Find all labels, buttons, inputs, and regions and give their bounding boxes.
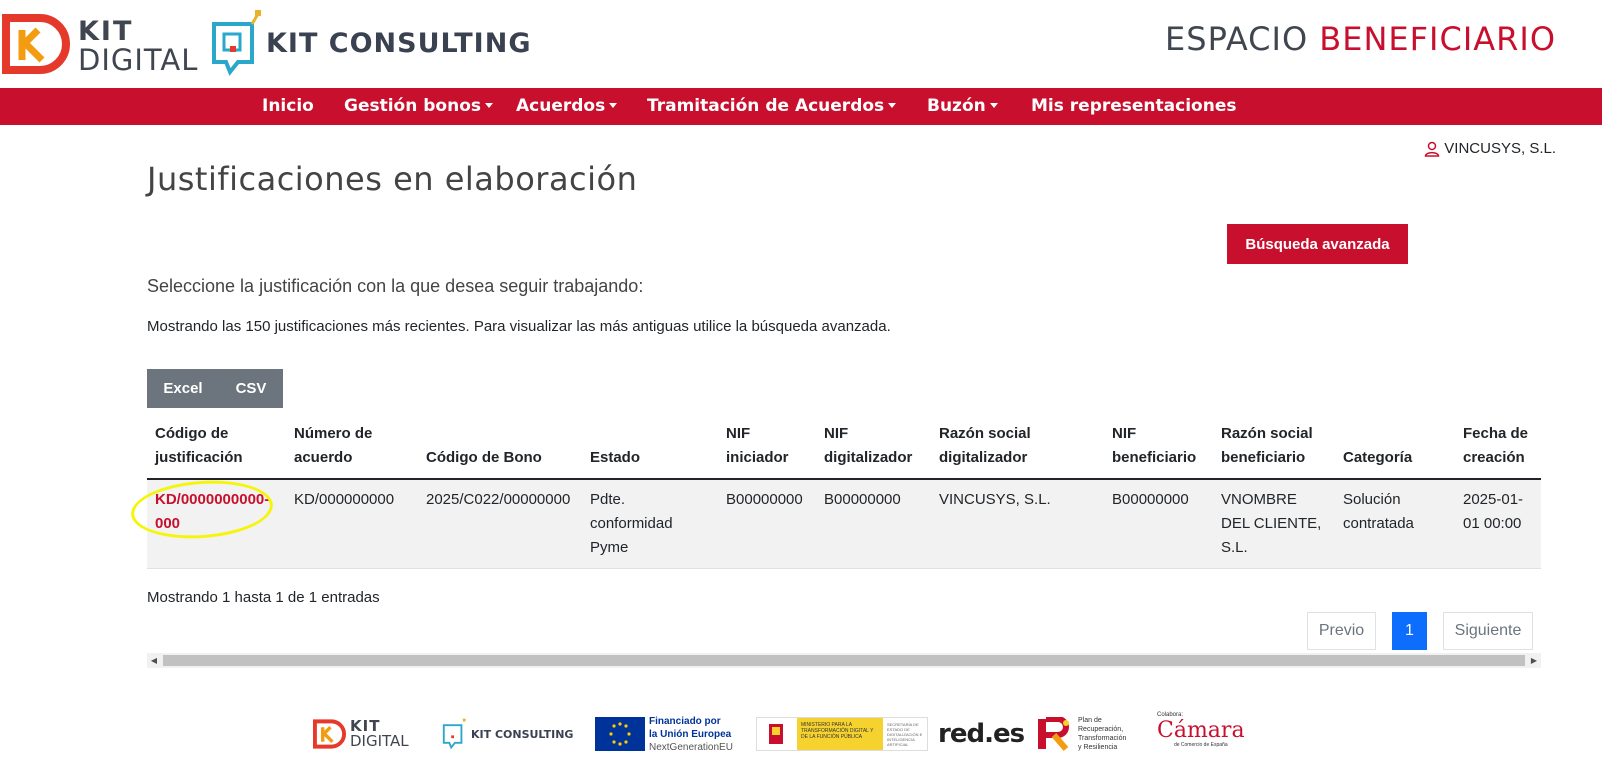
export-csv-button[interactable]: CSV xyxy=(219,369,283,408)
nav-item-label: Mis representaciones xyxy=(1031,96,1237,116)
prtr-line4: y Resiliencia xyxy=(1078,744,1118,751)
table-body xyxy=(147,479,1541,569)
footer-kit-digital-wordmark xyxy=(350,719,409,749)
beneficiario-word: BENEFICIARIO xyxy=(1319,20,1556,58)
export-excel-button[interactable]: Excel xyxy=(147,369,219,408)
col-header-nif-digitalizador[interactable]: NIF digitalizador xyxy=(816,416,931,479)
cell-categoria: Solución contratada xyxy=(1335,479,1455,569)
pagination-prev-button[interactable]: Previo xyxy=(1307,612,1376,650)
kit-digital-wordmark xyxy=(78,18,198,75)
entries-info: Mostrando 1 hasta 1 de 1 entradas xyxy=(147,589,380,606)
eu-text xyxy=(649,715,733,754)
camara-wordmark xyxy=(1157,712,1245,748)
eu-flag-icon xyxy=(595,717,645,751)
cell-fecha-creacion: 2025-01-01 00:00 xyxy=(1455,479,1541,569)
camara-subtitle: de Comercio de España xyxy=(1173,742,1228,748)
redes-wordmark: red.es xyxy=(938,719,1025,749)
col-header-codigo-justificacion[interactable]: Código de justificación xyxy=(147,416,286,479)
kit-consulting-logo-icon xyxy=(208,8,264,78)
nav-item-label: Tramitación de Acuerdos xyxy=(647,96,885,116)
kit-consulting-logo[interactable] xyxy=(208,8,548,78)
kit-consulting-logo-icon xyxy=(441,717,467,751)
advanced-search-button[interactable]: Búsqueda avanzada xyxy=(1227,224,1408,264)
export-button-group xyxy=(147,369,283,408)
main-nav xyxy=(0,88,1602,125)
scroll-left-arrow-icon[interactable]: ◀ xyxy=(150,656,158,665)
recent-notice: Mostrando las 150 justificaciones más recientes. Para visualizar las más antiguas utilice la búsqueda avanzada. xyxy=(147,318,891,335)
nav-item-label: Buzón xyxy=(927,96,986,116)
site-header xyxy=(0,0,1602,88)
escudo-icon xyxy=(757,718,797,750)
gobierno-banner xyxy=(756,717,928,751)
cell-razon-social-digitalizador: VINCUSYS, S.L. xyxy=(931,479,1104,569)
user-menu[interactable] xyxy=(1424,140,1556,157)
col-header-fecha-creacion[interactable]: Fecha de creación xyxy=(1455,416,1541,479)
col-header-codigo-bono[interactable]: Código de Bono xyxy=(418,416,582,479)
kit-digital-logo-icon xyxy=(2,14,72,74)
nav-item-acuerdos[interactable] xyxy=(516,88,617,125)
justification-link[interactable]: KD/0000000000-000 xyxy=(155,491,270,532)
col-header-categoria[interactable]: Categoría xyxy=(1335,416,1455,479)
kit-digital-logo-icon xyxy=(313,719,347,749)
table-header-row xyxy=(147,416,1541,479)
eu-line3: NextGenerationEU xyxy=(649,741,733,753)
cell-razon-social-beneficiario: VNOMBRE DEL CLIENTE, S.L. xyxy=(1213,479,1335,569)
nav-item-gestion-bonos[interactable] xyxy=(344,88,493,125)
caret-down-icon xyxy=(609,103,617,108)
kit-consulting-wordmark: KIT CONSULTING xyxy=(266,28,532,59)
espacio-beneficiario-title xyxy=(1165,20,1556,58)
footer-eu-logo[interactable] xyxy=(595,708,733,760)
scrollbar-thumb[interactable] xyxy=(163,655,1525,666)
eu-line1: Financiado por xyxy=(649,715,721,727)
col-header-nif-beneficiario[interactable]: NIF beneficiario xyxy=(1104,416,1213,479)
nav-item-label: Gestión bonos xyxy=(344,96,482,116)
prtr-line1: Plan de xyxy=(1078,717,1102,724)
kit-digital-line2: DIGITAL xyxy=(78,43,199,77)
table-row[interactable] xyxy=(147,479,1541,569)
col-header-razon-social-beneficiario[interactable]: Razón social beneficiario xyxy=(1213,416,1335,479)
cell-nif-iniciador: B00000000 xyxy=(718,479,816,569)
cell-estado: Pdte. conformidad Pyme xyxy=(582,479,718,569)
nav-item-mis-representaciones[interactable] xyxy=(1031,88,1236,125)
caret-down-icon xyxy=(990,103,998,108)
nav-item-buzon[interactable] xyxy=(927,88,998,125)
footer-kit-digital-logo[interactable] xyxy=(313,708,409,760)
footer-camara-logo[interactable] xyxy=(1157,708,1245,760)
col-header-razon-social-digitalizador[interactable]: Razón social digitalizador xyxy=(931,416,1104,479)
footer-kit-consulting-wordmark: KIT CONSULTING xyxy=(471,727,574,741)
kit-digital-logo[interactable] xyxy=(2,12,202,77)
prtr-line3: Transformación xyxy=(1078,735,1127,742)
footer-gobierno-logo[interactable] xyxy=(756,708,928,760)
cell-codigo-bono: 2025/C022/00000000 xyxy=(418,479,582,569)
cell-nif-digitalizador: B00000000 xyxy=(816,479,931,569)
gobierno-ministerio-text: MINISTERIO PARA LA TRANSFORMACIÓN DIGITAL Y DE LA FUNCIÓN PÚBLICA xyxy=(797,718,883,750)
camara-colabora: Colabora: xyxy=(1157,712,1184,718)
gobierno-secretaria-text: SECRETARÍA DE ESTADO DE DIGITALIZACIÓN E INTELIGENCIA ARTIFICIAL xyxy=(883,718,927,750)
nav-item-label: Acuerdos xyxy=(516,96,606,116)
table-head xyxy=(147,416,1541,479)
footer-logos xyxy=(0,708,1602,768)
caret-down-icon xyxy=(888,103,896,108)
page-title: Justificaciones en elaboración xyxy=(147,160,638,198)
pagination-page-1[interactable]: 1 xyxy=(1392,612,1427,650)
nav-item-label: Inicio xyxy=(262,96,314,116)
footer-redes-logo[interactable] xyxy=(938,708,1024,760)
cell-codigo-justificacion xyxy=(147,479,286,569)
footer-kit-digital-line2: DIGITAL xyxy=(350,732,409,750)
scroll-right-arrow-icon[interactable]: ▶ xyxy=(1530,656,1538,665)
user-name: VINCUSYS, S.L. xyxy=(1444,140,1556,157)
footer-prtr-logo[interactable] xyxy=(1036,708,1126,760)
nav-item-inicio[interactable] xyxy=(262,88,314,125)
horizontal-scrollbar[interactable] xyxy=(147,653,1541,668)
col-header-nif-iniciador[interactable]: NIF iniciador xyxy=(718,416,816,479)
cell-nif-beneficiario: B00000000 xyxy=(1104,479,1213,569)
footer-kit-consulting-logo[interactable] xyxy=(441,708,573,760)
col-header-numero-acuerdo[interactable]: Número de acuerdo xyxy=(286,416,418,479)
prtr-text xyxy=(1078,716,1126,752)
prtr-line2: Recuperación, xyxy=(1078,726,1124,733)
espacio-word: ESPACIO xyxy=(1165,20,1309,58)
eu-line2: la Unión Europea xyxy=(649,728,732,740)
footer-kit-digital-line1: KIT xyxy=(350,717,381,735)
col-header-estado[interactable]: Estado xyxy=(582,416,718,479)
caret-down-icon xyxy=(485,103,493,108)
justifications-table xyxy=(147,416,1541,569)
user-icon xyxy=(1424,141,1440,157)
prtr-logo-icon xyxy=(1036,717,1074,751)
page-subtitle: Seleccione la justificación con la que desea seguir trabajando: xyxy=(147,276,644,296)
cell-numero-acuerdo: KD/000000000 xyxy=(286,479,418,569)
pagination-next-button[interactable]: Siguiente xyxy=(1443,612,1533,650)
kit-digital-line1: KIT xyxy=(78,16,134,47)
camara-name: Cámara xyxy=(1157,718,1245,743)
nav-item-tramitacion[interactable] xyxy=(647,88,896,125)
